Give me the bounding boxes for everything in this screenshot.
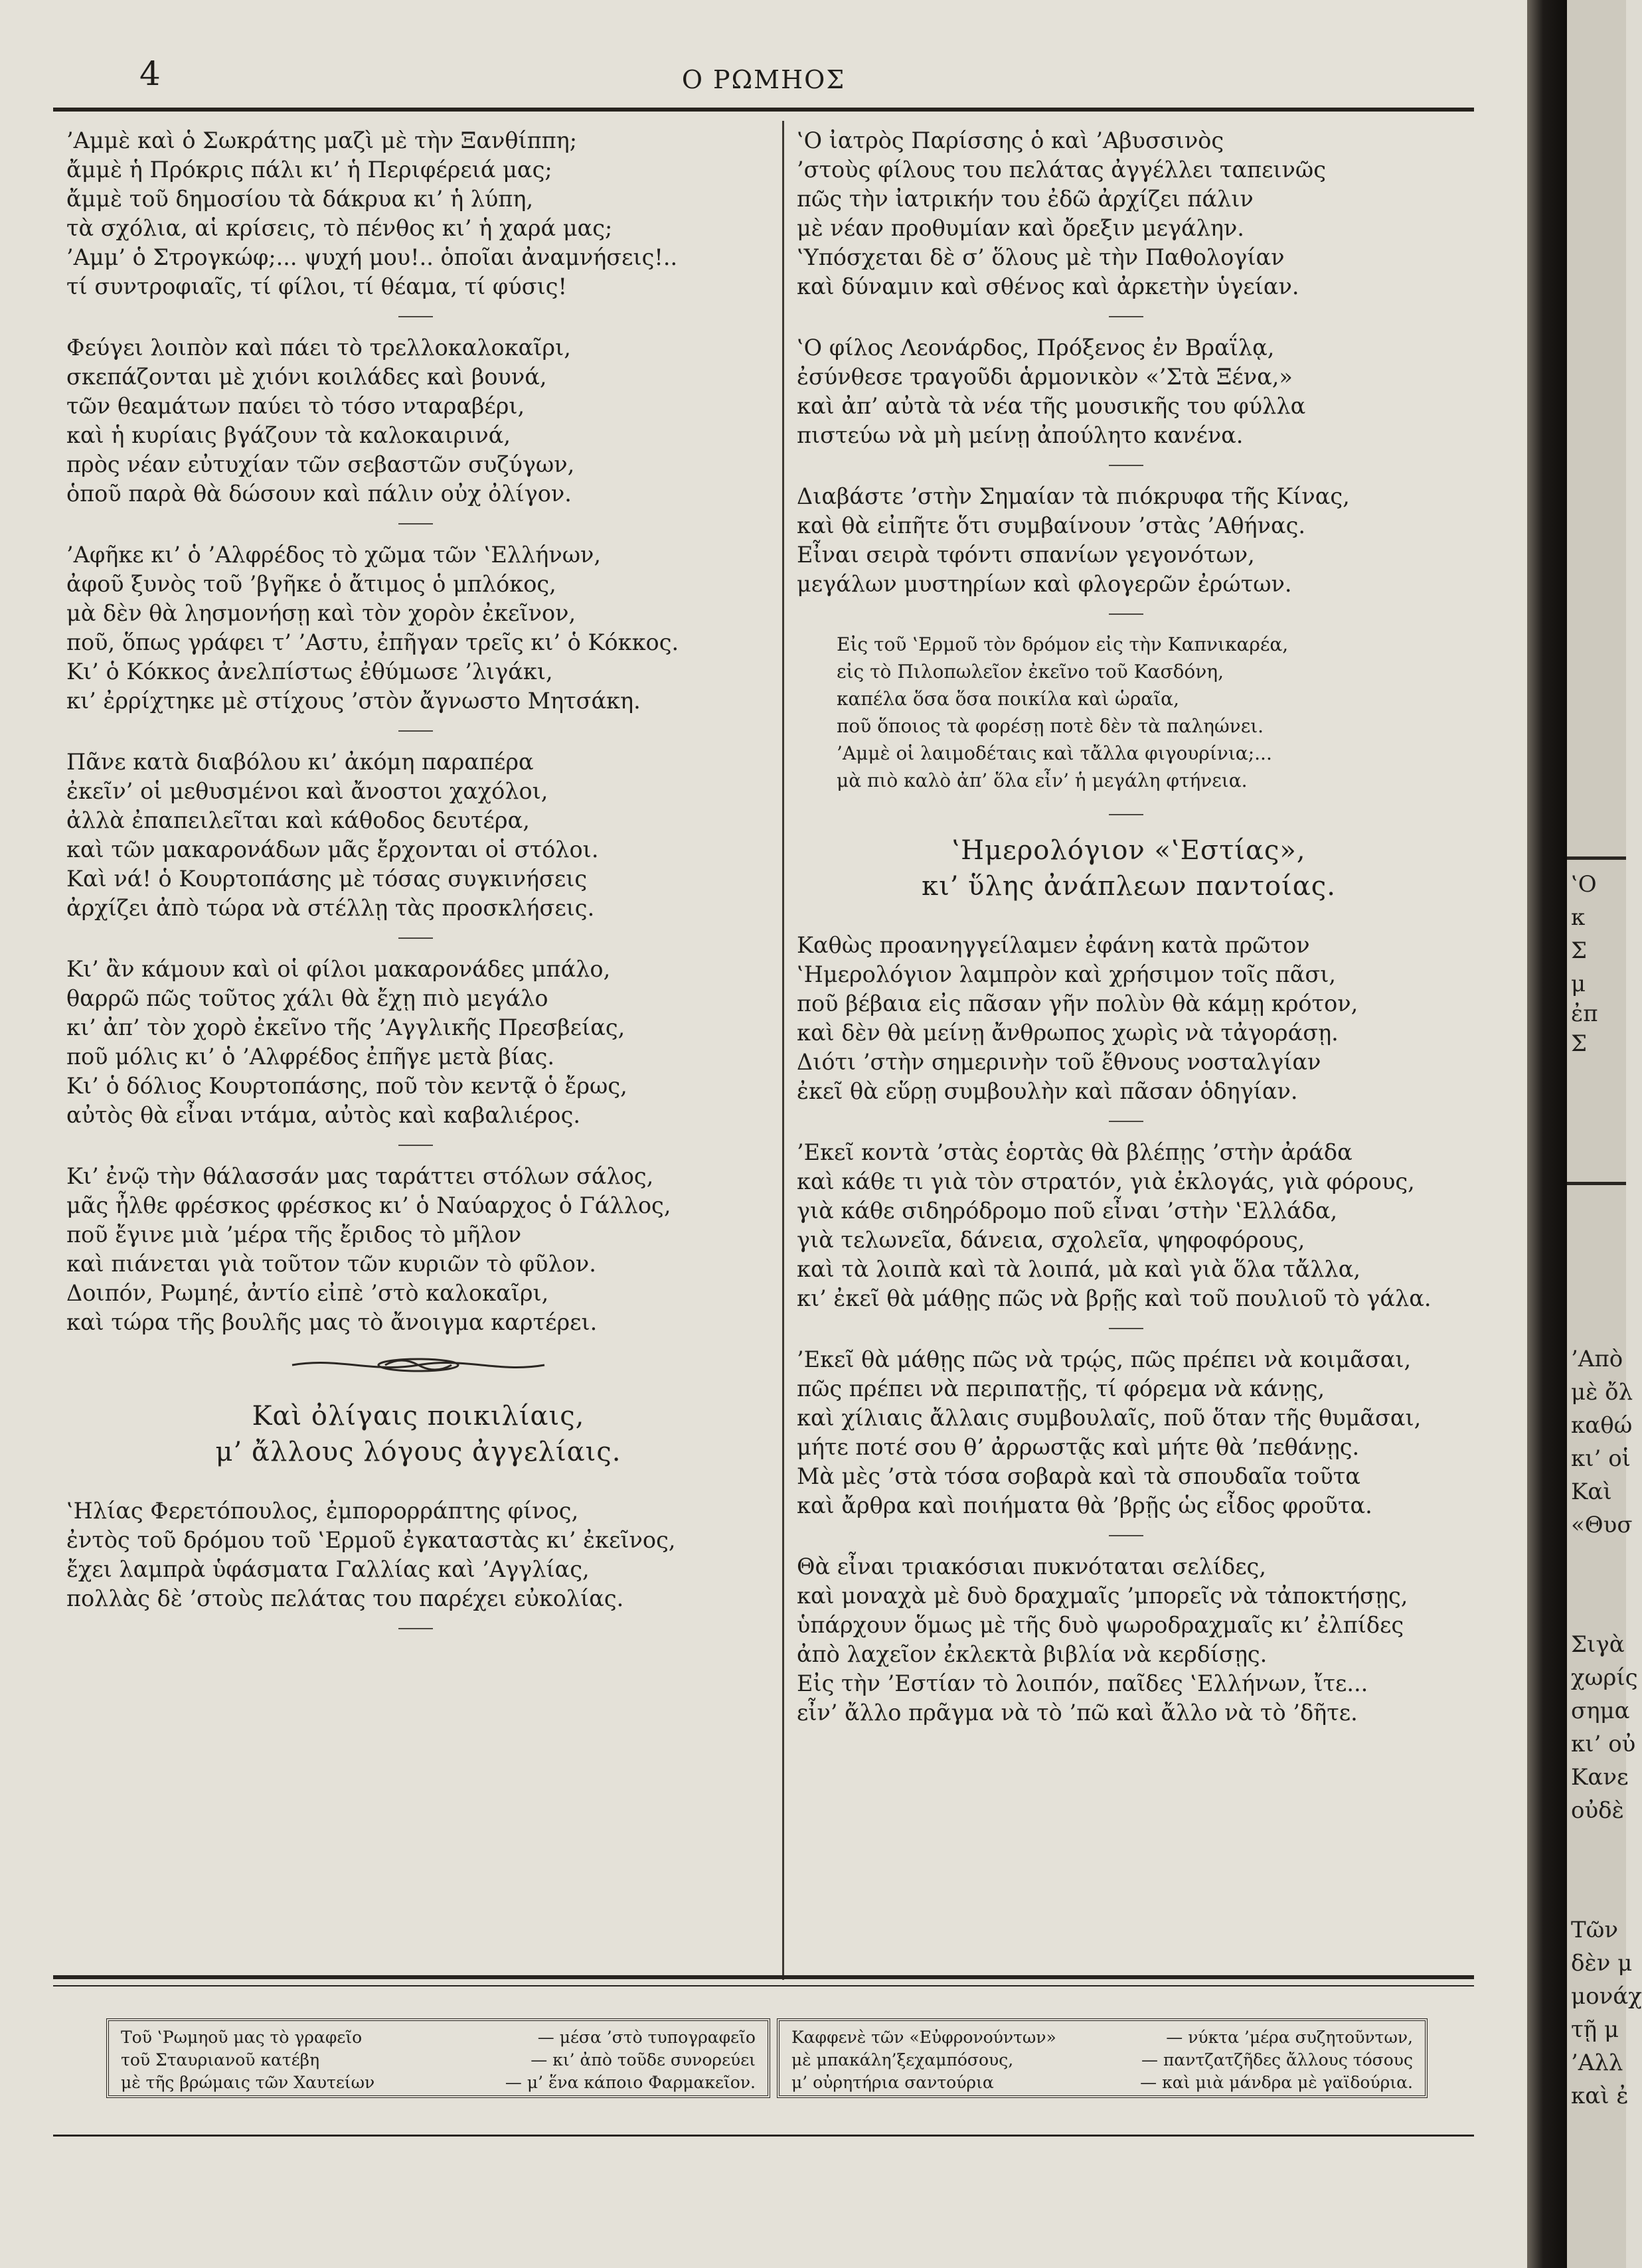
verse-line: καὶ τὰ λοιπὰ καὶ τὰ λοιπά, μὰ καὶ γιὰ ὅλα τἄλλα, (797, 1256, 1360, 1282)
adjacent-page-edge (1567, 0, 1642, 2268)
stanza (66, 126, 770, 301)
verse-line: μᾶς ἦλθε φρέσκος φρέσκος κι’ ὁ Ναύαρχος ὁ Γάλλος, (66, 1192, 671, 1218)
verse-line: ἀπὸ λαχεῖον ἐκλεκτὰ βιβλία νὰ κερδίσῃς. (797, 1641, 1268, 1667)
notice-text: — κι’ ἀπὸ τοῦδε συνορεύει (531, 2050, 756, 2069)
text-fragment: οὐδὲ (1571, 1797, 1624, 1824)
notice-row (791, 2071, 1413, 2094)
verse-line: ποῦ ὅποιος τὰ φορέσῃ ποτὲ δὲν τὰ παληώνει. (837, 715, 1264, 737)
stanza (66, 333, 770, 509)
verse-line: καὶ μοναχὰ μὲ δυὸ δραχμαῖς ’μπορεῖς νὰ τἀποκτήσῃς, (797, 1583, 1408, 1609)
verse-line: καὶ ἡ κυρίαις βγάζουν τὰ καλοκαιρινά, (66, 422, 511, 448)
verse-line: εἰς τὸ Πιλοπωλεῖον ἐκεῖνο τοῦ Κασδόνη, (837, 661, 1224, 683)
section-separator (1109, 1328, 1143, 1329)
verse-line: τῶν θεαμάτων παύει τὸ τόσο νταραβέρι, (66, 393, 525, 419)
notice-text: μὲ μπακάλη’ξεχαμπόσους, (791, 2050, 1014, 2069)
text-fragment: Σ (1571, 1030, 1588, 1057)
verse-line: ’Αφῆκε κι’ ὁ ’Αλφρέδος τὸ χῶμα τῶν ‛Ελλήνων, (66, 542, 602, 568)
verse-line: ἔχει λαμπρὰ ὑφάσματα Γαλλίας καὶ ’Αγγλίας, (66, 1556, 590, 1582)
verse-line: ’Αμμὲ οἱ λαιμοδέταις καὶ τἄλλα φιγουρίνια;... (837, 742, 1272, 764)
left-column (66, 126, 770, 1645)
verse-line: Φεύγει λοιπὸν καὶ πάει τὸ τρελλοκαλοκαῖρι, (66, 335, 571, 361)
stanza (797, 1345, 1461, 1520)
verse-line: καὶ πιάνεται γιὰ τοῦτον τῶν κυριῶν τὸ φῦλον. (66, 1251, 596, 1277)
notice-row (121, 2049, 756, 2071)
section-separator (398, 316, 433, 317)
stanza (797, 1552, 1461, 1728)
section-separator (1109, 613, 1143, 615)
verse-line: ποῦ, ὅπως γράφει τ’ ’Αστυ, ἐπῆγαν τρεῖς κι’ ὁ Κόκκος. (66, 629, 679, 655)
verse-line: τί συντροφιαῖς, τί φίλοι, τί θέαμα, τί φύσις! (66, 274, 567, 299)
verse-line: ποῦ βέβαια εἰς πᾶσαν γῆν πολὺν θὰ κάμῃ κρότον, (797, 991, 1358, 1016)
text-fragment: ἐπ (1571, 1001, 1598, 1027)
text-fragment: καὶ ἐ (1571, 2083, 1629, 2109)
verse-line: ἄμμὲ ἡ Πρόκρις πάλι κι’ ἡ Περιφέρειά μας; (66, 157, 552, 183)
verse-line: μεγάλων μυστηρίων καὶ φλογερῶν ἐρώτων. (797, 571, 1292, 597)
verse-line: Κι’ ὁ δόλιος Κουρτοπάσης, ποῦ τὸν κεντᾷ ὁ ἔρως, (66, 1073, 627, 1099)
section-separator (1109, 316, 1143, 317)
advertisement-stanza (66, 1497, 770, 1613)
verse-line: κι’ ἐκεῖ θὰ μάθῃς πῶς νὰ βρῇς καὶ τοῦ πουλιοῦ τὸ γάλα. (797, 1285, 1432, 1311)
text-fragment: μονάχ (1571, 1983, 1642, 2010)
notice-text: — νύκτα ’μέρα συζητοῦντων, (1166, 2028, 1413, 2047)
section-separator (398, 1145, 433, 1146)
verse-line: καὶ τῶν μακαρονάδων μᾶς ἔρχονται οἱ στόλοι. (66, 837, 599, 862)
verse-line: ’Εκεῖ θὰ μάθῃς πῶς νὰ τρῴς, πῶς πρέπει νὰ κοιμᾶσαι, (797, 1346, 1412, 1372)
verse-line: αὐτὸς θὰ εἶναι ντάμα, αὐτὸς καὶ καβαλιέρος. (66, 1102, 581, 1128)
verse-line: κι’ ἐρρίχτηκε μὲ στίχους ’στὸν ἄγνωστο Μητσάκη. (66, 688, 641, 714)
heading-line: κι’ ὕλης ἀνάπλεων παντοίας. (922, 871, 1336, 902)
header-rule (53, 108, 1474, 112)
column-divider (782, 121, 784, 1980)
stanza (66, 748, 770, 923)
verse-line: Πᾶνε κατὰ διαβόλου κι’ ἀκόμη παραπέρα (66, 749, 534, 775)
footer-rule (53, 1985, 1474, 1986)
verse-line: ‛Ο φίλος Λεονάρδος, Πρόξενος ἐν Βραΐλᾳ, (797, 335, 1275, 361)
stanza (66, 1162, 770, 1337)
verse-line: μὲ νέαν προθυμίαν καὶ ὄρεξιν μεγάλην. (797, 215, 1244, 241)
text-fragment: ‛Ο (1571, 871, 1597, 898)
verse-line: καὶ θὰ εἰπῆτε ὅτι συμβαίνουν ’στὰς ’Αθήνας. (797, 513, 1305, 538)
verse-line: πολλὰς δὲ ’στοὺς πελάτας του παρέχει εὐκολίας. (66, 1585, 624, 1611)
verse-line: Δοιπόν, Ρωμηέ, ἀντίο εἰπὲ ’στὸ καλοκαῖρι, (66, 1280, 549, 1306)
verse-line: ’Αμμ’ ὁ Στρογκώφ;... ψυχή μου!.. ὁποῖαι ἀναμνήσεις!.. (66, 244, 678, 270)
notice-row (791, 2026, 1413, 2049)
verse-line: γιὰ κάθε σιδηρόδρομο ποῦ εἶναι ’στὴν ‛Ελλάδα, (797, 1198, 1338, 1224)
footer-notice-office (106, 2018, 770, 2098)
stanza (797, 482, 1461, 599)
text-fragment: «Θυσ (1571, 1512, 1633, 1538)
section-separator (1109, 814, 1143, 815)
text-fragment: Κανε (1571, 1764, 1629, 1791)
section-separator (398, 730, 433, 732)
verse-line: ἀφοῦ ξυνὸς τοῦ ’βγῆκε ὁ ἄτιμος ὁ μπλόκος, (66, 571, 556, 597)
verse-line: Κι’ ἐνῷ τὴν θάλασσάν μας ταράττει στόλων σάλος, (66, 1163, 654, 1189)
section-separator (1109, 1121, 1143, 1122)
verse-line: ὁποῦ παρὰ θὰ δώσουν καὶ πάλιν οὐχ ὀλίγον. (66, 481, 572, 507)
verse-line: καὶ χίλιαις ἄλλαις συμβουλαῖς, ποῦ ὅταν τῆς θυμᾶσαι, (797, 1405, 1422, 1431)
verse-line: ’στοὺς φίλους του πελάτας ἀγγέλλει ταπεινῶς (797, 157, 1326, 183)
text-fragment: μὲ ὄλ (1571, 1379, 1633, 1406)
verse-line: ποῦ ἔγινε μιὰ ’μέρα τῆς ἔριδος τὸ μῆλον (66, 1222, 522, 1248)
notice-text: μὲ τῆς βρώμαις τῶν Χαυτείων (121, 2073, 375, 2092)
notice-text: — μ’ ἕνα κάποιο Φαρμακεῖον. (505, 2073, 756, 2092)
verse-line: ἄμμὲ τοῦ δημοσίου τὰ δάκρυα κι’ ἡ λύπη, (66, 186, 534, 212)
stanza (66, 955, 770, 1130)
advertisement-small-print (837, 631, 1461, 794)
footer-notice-cafe (777, 2018, 1428, 2098)
stanza (797, 1138, 1461, 1313)
notice-text: — παντζατζῆδες ἄλλους τόσους (1141, 2050, 1413, 2069)
verse-line: ἀρχίζει ἀπὸ τώρα νὰ στέλλῃ τὰς προσκλήσεις. (66, 895, 595, 921)
notice-text: Τοῦ ‛Ρωμηοῦ μας τὸ γραφεῖο (121, 2028, 363, 2047)
text-fragment: σημα (1571, 1698, 1630, 1724)
verse-line: ‛Ηλίας Φερετόπουλος, ἐμπορορράπτης φίνος, (66, 1498, 579, 1524)
verse-line: μὰ πιὸ καλὸ ἀπ’ ὅλα εἶν’ ἡ μεγάλη φτήνεια. (837, 770, 1248, 791)
verse-line: θαρρῶ πῶς τοῦτος χάλι θὰ ἔχῃ πιὸ μεγάλο (66, 985, 548, 1011)
verse-line: Θὰ εἶναι τριακόσιαι πυκνόταται σελίδες, (797, 1554, 1266, 1580)
verse-line: Καθὼς προανηγγείλαμεν ἐφάνη κατὰ πρῶτον (797, 932, 1310, 958)
verse-line: τὰ σχόλια, αἱ κρίσεις, τὸ πένθος κι’ ἡ χαρά μας; (66, 215, 613, 241)
column-rule (1567, 856, 1626, 860)
verse-line: μὰ δὲν θὰ λησμονήσῃ καὶ τὸν χορὸν ἐκεῖνον, (66, 600, 576, 626)
verse-line: καὶ ἀπ’ αὐτὰ τὰ νέα τῆς μουσικῆς του φύλλα (797, 393, 1306, 419)
text-fragment: Καὶ (1571, 1479, 1612, 1505)
verse-line: ‛Ο ἰατρὸς Παρίσσης ὁ καὶ ’Αβυσσινὸς (797, 127, 1224, 153)
heading-line: ‛Ημερολόγιον «‛Εστίας», (951, 835, 1306, 866)
section-separator (398, 523, 433, 525)
notice-text: Καφφενὲ τῶν «Εὐφρονούντων» (791, 2028, 1056, 2047)
notice-row (121, 2026, 756, 2049)
stanza (797, 126, 1461, 301)
verse-line: ’Εκεῖ κοντὰ ’στὰς ἑορτὰς θὰ βλέπῃς ’στὴν ἀράδα (797, 1139, 1353, 1165)
verse-line: πρὸς νέαν εὐτυχίαν τῶν σεβαστῶν συζύγων, (66, 451, 575, 477)
text-fragment: Σ (1571, 937, 1588, 964)
page-number: 4 (139, 54, 161, 93)
verse-line: πιστεύω νὰ μὴ μείνῃ ἀπούλητο κανένα. (797, 422, 1244, 448)
text-fragment: ’Απὸ (1571, 1346, 1623, 1372)
section-separator (1109, 1535, 1143, 1536)
verse-line: καὶ ἄρθρα καὶ ποιήματα θὰ ’βρῇς ὡς εἶδος φροῦτα. (797, 1493, 1372, 1518)
text-fragment: μ (1571, 971, 1586, 997)
text-fragment: κι’ οἱ (1571, 1445, 1631, 1472)
verse-line: εἶν’ ἄλλο πρᾶγμα νὰ τὸ ’πῶ καὶ ἄλλο νὰ τὸ ’δῆτε. (797, 1700, 1358, 1726)
section-separator (1109, 465, 1143, 466)
section-separator (398, 937, 433, 939)
stanza (797, 931, 1461, 1106)
section-separator (398, 1628, 433, 1629)
text-fragment: κι’ οὐ (1571, 1731, 1636, 1757)
column-rule (1567, 1182, 1626, 1185)
notice-row (791, 2049, 1413, 2071)
verse-line: πῶς τὴν ἰατρικήν του ἐδῶ ἀρχίζει πάλιν (797, 186, 1254, 212)
notice-text: τοῦ Σταυριανοῦ κατέβη (121, 2050, 320, 2069)
verse-line: ὑπάρχουν ὅμως μὲ τῆς δυὸ ψωροδραχμαῖς κι’ ἐλπίδες (797, 1612, 1404, 1638)
verse-line: πῶς πρέπει νὰ περιπατῇς, τί φόρεμα νὰ κάνῃς, (797, 1376, 1325, 1402)
section-heading (797, 833, 1461, 904)
verse-line: ἐντὸς τοῦ δρόμου τοῦ ‛Ερμοῦ ἐγκαταστὰς κι’ ἐκεῖνος, (66, 1527, 676, 1553)
verse-line: ἀλλὰ ἐπαπειλεῖται καὶ κάθοδος δευτέρα, (66, 807, 530, 833)
text-fragment: κ (1571, 904, 1586, 931)
verse-line: καὶ δύναμιν καὶ σθένος καὶ ἀρκετὴν ὑγείαν. (797, 274, 1299, 299)
section-heading (66, 1398, 770, 1470)
verse-line: ἐσύνθεσε τραγοῦδι ἁρμονικὸν «’Στὰ Ξένα,» (797, 364, 1293, 390)
verse-line: καὶ τώρα τῆς βουλῆς μας τὸ ἄνοιγμα καρτέρει. (66, 1309, 598, 1335)
verse-line: ‛Ημερολόγιον λαμπρὸν καὶ χρήσιμον τοῖς πᾶσι, (797, 961, 1337, 987)
book-binding-gutter (1527, 0, 1567, 2268)
verse-line: ποῦ μόλις κι’ ὁ ’Αλφρέδος ἐπῆγε μετὰ βίας. (66, 1044, 554, 1070)
verse-line: ’Αμμὲ καὶ ὁ Σωκράτης μαζὶ μὲ τὴν Ξανθίππη; (66, 127, 578, 153)
stanza (66, 540, 770, 716)
running-head: Ο ΡΩΜΗΟΣ (681, 65, 846, 94)
notice-text: — μέσα ’στὸ τυπογραφεῖο (537, 2028, 756, 2047)
verse-line: Διότι ’στὴν σημερινὴν τοῦ ἔθνους νοσταλγίαν (797, 1049, 1321, 1075)
heading-line: Καὶ ὀλίγαις ποικιλίαις, (252, 1401, 585, 1431)
text-fragment: Σιγὰ (1571, 1631, 1625, 1658)
text-fragment: δὲν μ (1571, 1950, 1633, 1977)
notice-row (121, 2071, 756, 2094)
stanza (797, 333, 1461, 450)
text-fragment: ’Αλλ (1571, 2050, 1623, 2076)
verse-line: ‛Υπόσχεται δὲ σ’ ὅλους μὲ τὴν Παθολογίαν (797, 244, 1285, 270)
verse-line: Εἶναι σειρὰ τφόντι σπανίων γεγονότων, (797, 542, 1255, 568)
verse-line: γιὰ τελωνεῖα, δάνεια, σχολεῖα, ψηφοφόρους, (797, 1227, 1305, 1253)
verse-line: ἐκεῖν’ οἱ μεθυσμένοι καὶ ἄνοστοι χαχόλοι, (66, 778, 548, 804)
verse-line: καπέλα ὅσα ὅσα ποικίλα καὶ ὡραῖα, (837, 688, 1179, 710)
verse-line: Μὰ μὲς ’στὰ τόσα σοβαρὰ καὶ τὰ σπουδαῖα τοῦτα (797, 1463, 1360, 1489)
verse-line: σκεπάζονται μὲ χιόνι κοιλάδες καὶ βουνά, (66, 364, 547, 390)
verse-line: Καὶ νά! ὁ Κουρτοπάσης μὲ τόσας συγκινήσεις (66, 866, 588, 892)
verse-line: μήτε ποτέ σου θ’ ἀρρωστᾷς καὶ μήτε θὰ ’πεθάνῃς. (797, 1434, 1360, 1460)
notice-text: μ’ οὐρητήρια σαντούρια (791, 2073, 994, 2092)
verse-line: καὶ κάθε τι γιὰ τὸν στρατόν, γιὰ ἐκλογάς, γιὰ φόρους, (797, 1169, 1415, 1194)
text-fragment: καθώ (1571, 1412, 1633, 1439)
heading-line: μ’ ἄλλους λόγους ἀγγελίαις. (215, 1437, 621, 1467)
ornament-flourish (286, 1352, 551, 1378)
verse-line: καὶ δὲν θὰ μείνῃ ἄνθρωπος χωρὶς νὰ τἀγοράσῃ. (797, 1020, 1339, 1046)
right-column (797, 126, 1461, 1742)
verse-line: Κι’ ἂν κάμουν καὶ οἱ φίλοι μακαρονάδες μπάλο, (66, 956, 611, 982)
verse-line: Διαβάστε ’στὴν Σημαίαν τὰ πιόκρυφα τῆς Κίνας, (797, 483, 1350, 509)
verse-line: Εἰς τὴν ’Εστίαν τὸ λοιπόν, παῖδες ‛Ελλήνων, ἴτε... (797, 1670, 1368, 1696)
text-fragment: Τῶν (1571, 1917, 1619, 1943)
verse-line: Εἰς τοῦ ‛Ερμοῦ τὸν δρόμον εἰς τὴν Καπνικαρέα, (837, 633, 1289, 655)
footer-rule (53, 1975, 1474, 1979)
verse-line: κι’ ἀπ’ τὸν χορὸ ἐκεῖνο τῆς ’Αγγλικῆς Πρεσβείας, (66, 1014, 625, 1040)
text-fragment: τῇ μ (1571, 2016, 1619, 2043)
footer-rule (53, 2135, 1474, 2137)
notice-text: — καὶ μιὰ μάνδρα μὲ γαϊδούρια. (1140, 2073, 1413, 2092)
text-fragment: χωρίς (1571, 1664, 1638, 1691)
verse-line: Κι’ ὁ Κόκκος ἀνελπίστως ἐθύμωσε ’λιγάκι, (66, 659, 553, 685)
verse-line: ἐκεῖ θὰ εὕρῃ συμβουλὴν καὶ πᾶσαν ὁδηγίαν. (797, 1078, 1298, 1104)
